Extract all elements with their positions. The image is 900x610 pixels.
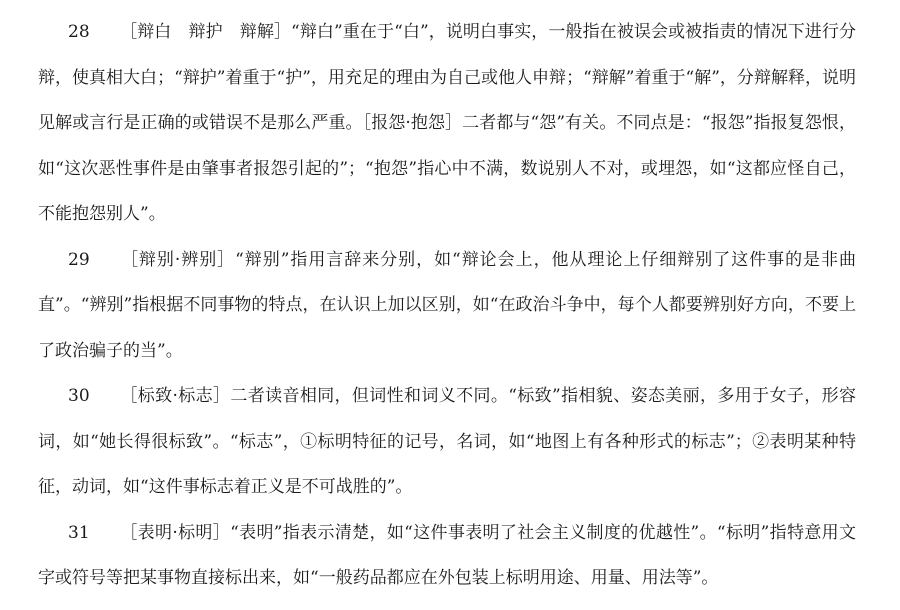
entry-text: ［辩白 辩护 辩解］“辩白”重在于“白”，说明白事实，一般指在被误会或被指责的情况下进行分辩，使真相大白；“辩护”着重于“护”，用充足的理由为自己或他人申辩；“辩解”着重于“解”，分辩解释，说明见解或言行是正确的或错误不是那么严重。［报怨·抱怨］二者都与“怨”有关。不同点是：“报怨”指报复怨恨，如“这次恶性事件是由肇事者报怨引起的”；“抱怨”指心中不满，数说别人不对，或埋怨，如“这都应怪自己，不能抱怨别人”。 (38, 22, 856, 224)
entry-number: 28 (68, 22, 90, 42)
entry-28 (38, 10, 856, 238)
entry-text: ［辩别·辨别］“辩别”指用言辞来分别，如“辩论会上，他从理论上仔细辩别了这件事的是非曲直”。“辨别”指根据不同事物的特点，在认识上加以区别，如“在政治斗争中，每个人都要辨别好方向，不要上了政治骗子的当”。 (38, 249, 856, 361)
entry-31 (38, 511, 856, 602)
entry-30 (38, 374, 856, 511)
entry-text: ［表明·标明］“表明”指表示清楚，如“这件事表明了社会主义制度的优越性”。“标明”指特意用文字或符号等把某事物直接标出来，如“一般药品都应在外包装上标明用途、用量、用法等”。 (38, 522, 856, 588)
entry-number: 30 (68, 386, 90, 406)
entry-number: 29 (68, 249, 90, 270)
entry-number: 31 (68, 522, 90, 543)
entry-text: ［标致·标志］二者读音相同，但词性和词义不同。“标致”指相貌、姿态美丽，多用于女子，形容词，如“她长得很标致”。“标志”，①标明特征的记号，名词，如“地图上有各种形式的标志”；②表明某种特征，动词，如“这件事标志着正义是不可战胜的”。 (38, 386, 856, 497)
entry-29 (38, 238, 856, 375)
